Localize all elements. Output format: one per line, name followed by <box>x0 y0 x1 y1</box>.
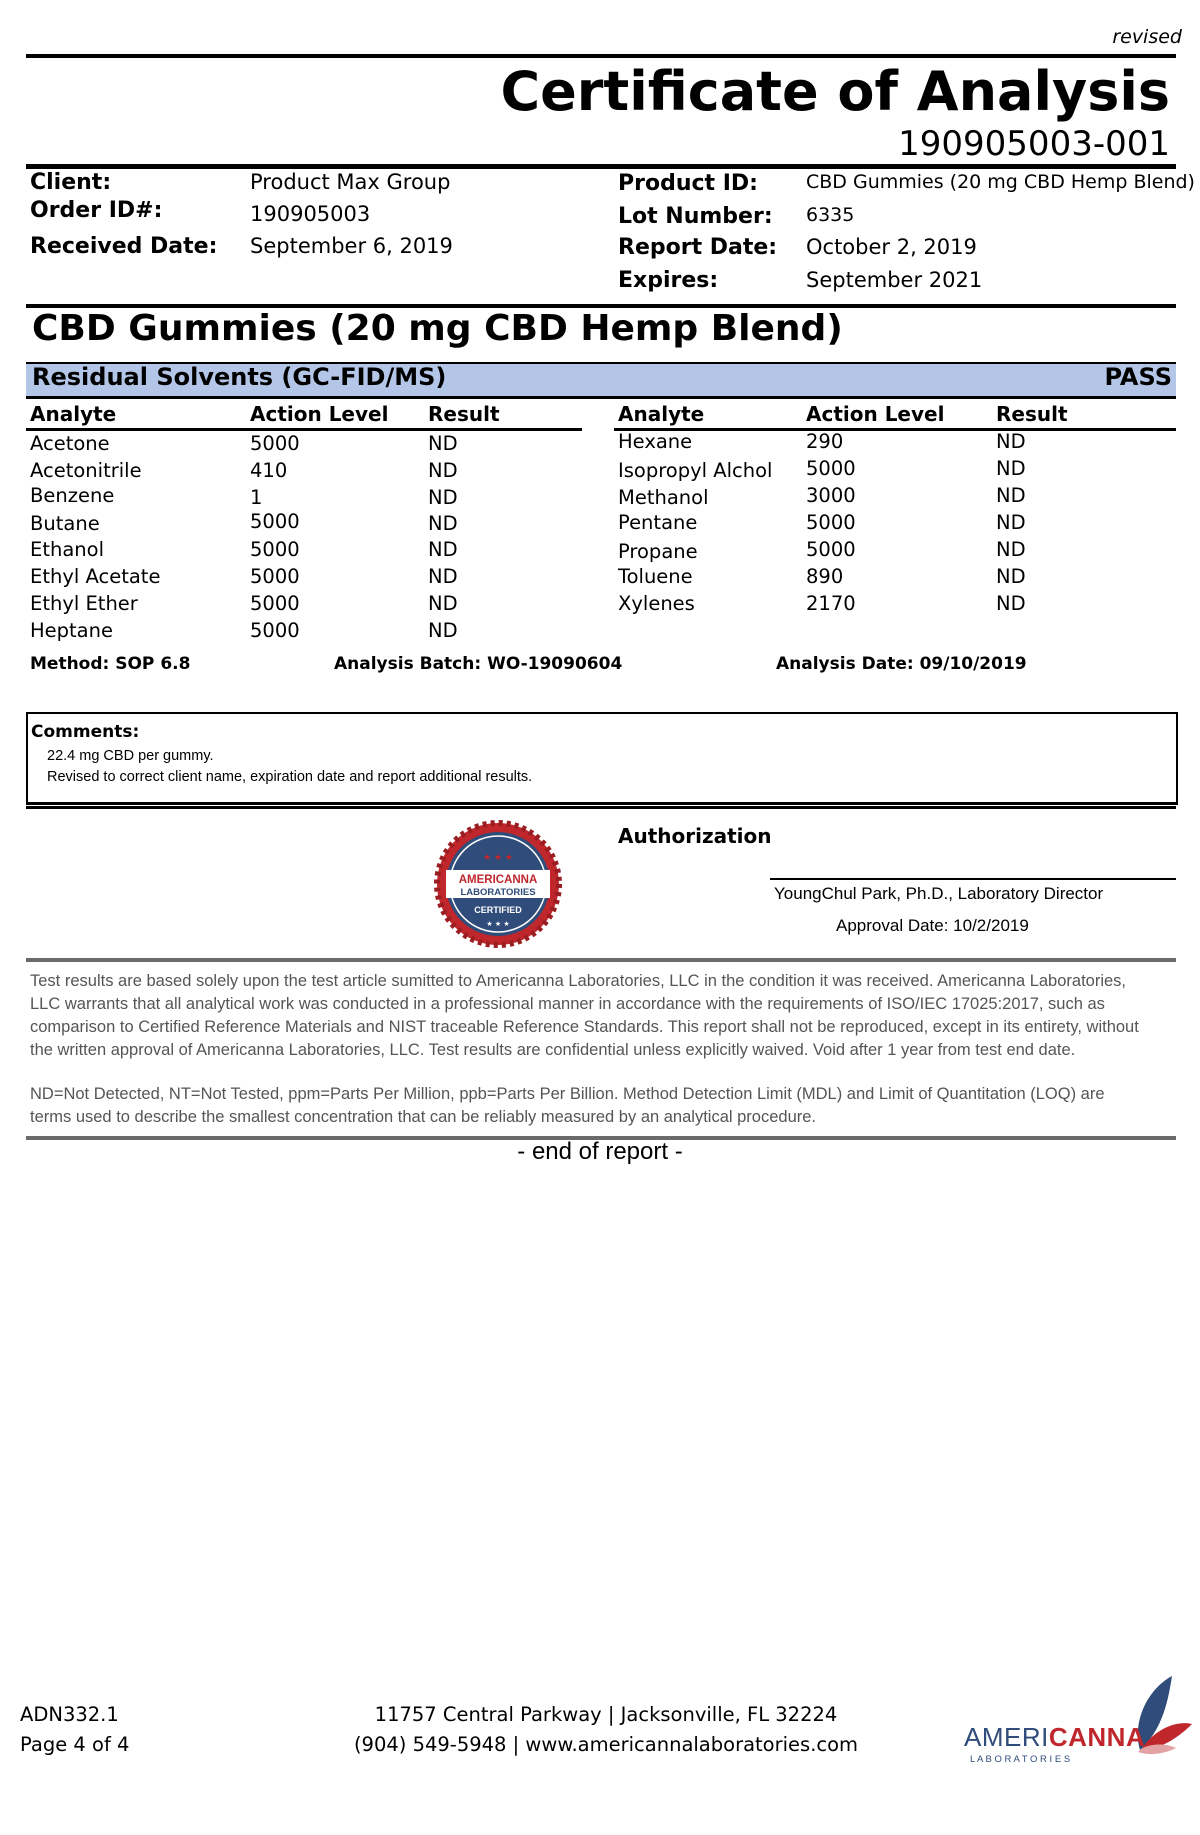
table-cell: ND <box>996 538 1026 561</box>
analysis-batch-label: Analysis Batch: WO-19090604 <box>334 654 623 674</box>
table-cell: 290 <box>806 430 844 453</box>
logo-subtitle: L A B O R A T O R I E S <box>970 1754 1071 1765</box>
received-value: September 6, 2019 <box>250 234 453 258</box>
table-cell: 890 <box>806 565 844 588</box>
footer-page-number: Page 4 of 4 <box>20 1733 130 1756</box>
certified-seal-icon <box>432 818 564 950</box>
header-bottom-rule <box>26 164 1176 169</box>
end-of-report-note: - end of report - <box>517 1138 683 1165</box>
method-label: Method: SOP 6.8 <box>30 654 191 674</box>
left-header-rule <box>26 428 582 431</box>
lot-label: Lot Number: <box>618 204 773 229</box>
table-cell: ND <box>996 457 1026 480</box>
page-title: Certificate of Analysis <box>500 60 1170 123</box>
svg-text:★ ★ ★: ★ ★ ★ <box>483 853 513 863</box>
table-row: Butane <box>30 512 100 535</box>
left-header-result: Result <box>428 402 500 426</box>
logo-canna: CANNA <box>1048 1722 1146 1752</box>
right-header-analyte: Analyte <box>618 402 705 426</box>
report-number: 190905003-001 <box>898 124 1170 164</box>
table-cell: 5000 <box>250 565 300 588</box>
disclaimer-top-rule <box>26 958 1176 962</box>
table-cell: ND <box>428 512 458 535</box>
table-cell: ND <box>428 459 458 482</box>
table-row: Acetone <box>30 432 110 455</box>
product-id-value: CBD Gummies (20 mg CBD Hemp Blend) <box>806 171 1195 193</box>
table-row: Heptane <box>30 619 113 642</box>
client-label: Client: <box>30 170 112 195</box>
logo-ameri: AMERI <box>964 1722 1049 1752</box>
authorization-label: Authorization <box>618 824 772 848</box>
table-row: Hexane <box>618 430 693 453</box>
table-cell: 2170 <box>806 592 856 615</box>
disclaimer-paragraph-2: ND=Not Detected, NT=Not Tested, ppm=Parts Per Million, ppb=Parts Per Billion. Method Detection Limit (MDL) and Limit of Quantitation (LOQ) are terms used to describe the smallest concentration that can be reliably measured by an analytical procedure. <box>30 1085 1105 1126</box>
left-header-analyte: Analyte <box>30 402 117 426</box>
right-header-result: Result <box>996 402 1068 426</box>
comment-line-1: 22.4 mg CBD per gummy. <box>47 748 214 764</box>
left-header-action: Action Level <box>250 402 389 426</box>
table-cell: 410 <box>250 459 288 482</box>
svg-text:★ ★ ★: ★ ★ ★ <box>486 920 510 928</box>
product-id-label: Product ID: <box>618 171 758 196</box>
table-cell: ND <box>996 430 1026 453</box>
order-label: Order ID#: <box>30 198 163 223</box>
comments-bottom-rule <box>26 806 1176 809</box>
table-cell: 1 <box>250 486 263 509</box>
table-cell: 3000 <box>806 484 856 507</box>
table-cell: ND <box>428 486 458 509</box>
table-cell: 5000 <box>806 457 856 480</box>
comments-label: Comments: <box>31 722 140 742</box>
table-row: Xylenes <box>618 592 695 615</box>
analysis-date-label: Analysis Date: 09/10/2019 <box>776 654 1027 674</box>
table-cell: 5000 <box>250 538 300 561</box>
americanna-logo <box>964 1672 1192 1772</box>
table-cell: ND <box>428 432 458 455</box>
table-cell: ND <box>428 538 458 561</box>
table-cell: ND <box>996 565 1026 588</box>
table-cell: 5000 <box>806 511 856 534</box>
footer-address: 11757 Central Parkway | Jacksonville, FL 32224 <box>374 1703 838 1726</box>
approval-date: Approval Date: 10/2/2019 <box>836 916 1029 935</box>
right-header-rule <box>614 428 1176 431</box>
table-row: Pentane <box>618 511 698 534</box>
table-cell: ND <box>996 484 1026 507</box>
footer-contact: (904) 549-5948 | www.americannalaboratories.com <box>353 1733 859 1756</box>
report-date-value: October 2, 2019 <box>806 235 977 259</box>
disclaimer-paragraph-1: Test results are based solely upon the test article sumitted to Americanna Laboratories, LLC in the condition it was received. Americanna Laboratories, LLC warrants that all analytical work was conducted in a professional manner in accordance with the requirements of ISO/IEC 17025:2017, such as comparison to Certified Reference Materials and NIST traceable Reference Standards. This report shall not be reproduced, except in its entirety, without the written approval of Americanna Laboratories, LLC. Test results are confidential unless explicitly waived. Void after 1 year from test end date. <box>30 972 1139 1059</box>
logo-wordmark <box>964 1722 1145 1753</box>
table-cell: 5000 <box>250 432 300 455</box>
received-label: Received Date: <box>30 234 218 259</box>
order-value: 190905003 <box>250 202 371 226</box>
footer-doc-id: ADN332.1 <box>20 1703 119 1726</box>
table-cell: ND <box>996 592 1026 615</box>
revised-note: revised <box>1112 26 1182 48</box>
signatory-name: YoungChul Park, Ph.D., Laboratory Director <box>774 884 1104 903</box>
table-row: Methanol <box>618 486 709 509</box>
table-row: Ethyl Ether <box>30 592 138 615</box>
table-cell: 5000 <box>250 619 300 642</box>
report-date-label: Report Date: <box>618 235 778 260</box>
table-row: Benzene <box>30 484 115 507</box>
table-row: Isopropyl Alchol <box>618 459 773 482</box>
seal-text-top: AMERICANNA <box>458 874 538 886</box>
section-title: Residual Solvents (GC-FID/MS) <box>32 363 447 391</box>
table-cell: ND <box>428 565 458 588</box>
expires-label: Expires: <box>618 268 719 293</box>
seal-text-bottom: LABORATORIES <box>460 887 536 898</box>
table-cell: 5000 <box>806 538 856 561</box>
table-cell: 5000 <box>250 510 300 533</box>
table-row: Ethyl Acetate <box>30 565 161 588</box>
comment-line-2: Revised to correct client name, expiration date and report additional results. <box>47 769 533 785</box>
table-cell: 5000 <box>250 592 300 615</box>
table-cell: ND <box>428 592 458 615</box>
lot-value: 6335 <box>806 204 855 226</box>
table-row: Ethanol <box>30 538 104 561</box>
expires-value: September 2021 <box>806 268 983 292</box>
client-value: Product Max Group <box>250 170 451 194</box>
section-status-badge: PASS <box>1104 363 1172 391</box>
right-header-action: Action Level <box>806 402 945 426</box>
table-row: Toluene <box>618 565 693 588</box>
signature-line <box>770 878 1176 880</box>
table-cell: ND <box>996 511 1026 534</box>
table-row: Acetonitrile <box>30 459 142 482</box>
seal-text-certified: CERTIFIED <box>474 905 522 915</box>
header-top-rule <box>26 54 1176 58</box>
table-cell: ND <box>428 619 458 642</box>
table-row: Propane <box>618 540 698 563</box>
product-title: CBD Gummies (20 mg CBD Hemp Blend) <box>32 308 843 349</box>
